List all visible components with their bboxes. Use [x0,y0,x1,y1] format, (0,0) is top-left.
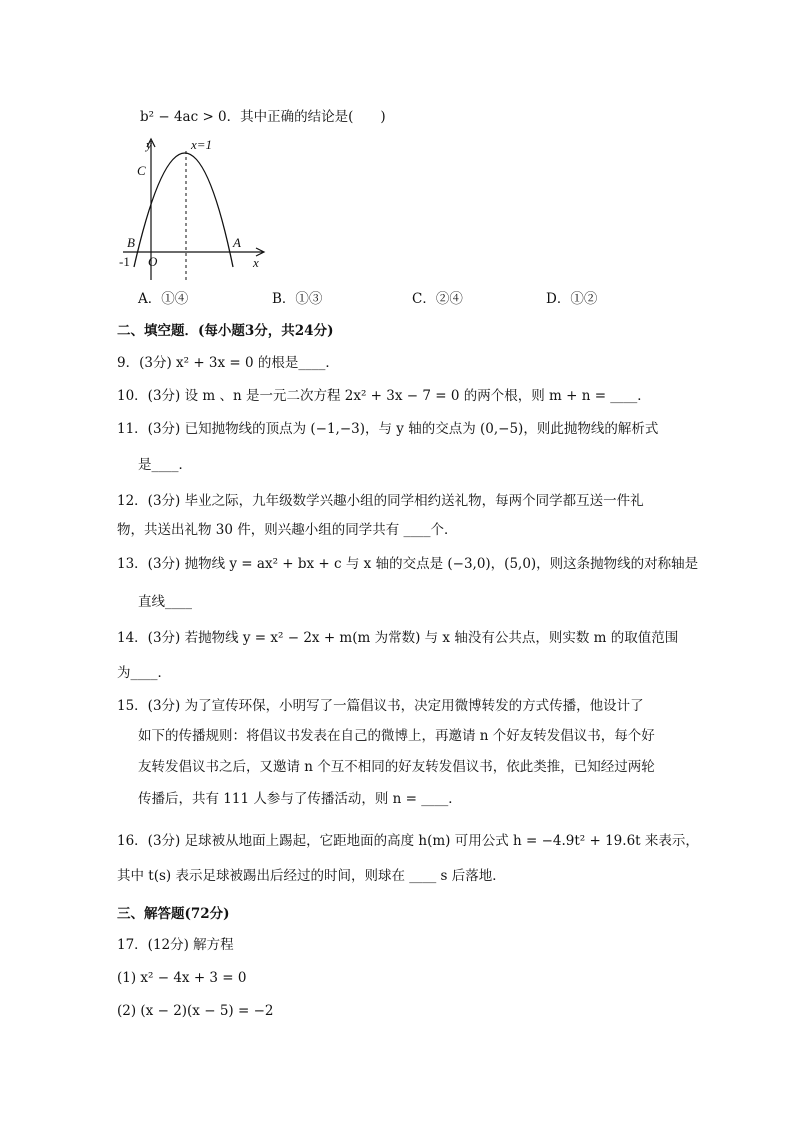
q17-stem: 17．(12分) 解方程 [117,937,234,953]
y-axis-label: y [146,137,152,152]
choice-d: D．①② [546,291,598,307]
q15-line1: 15．(3分) 为了宣传环保，小明写了一篇倡议书，决定用微博转发的方式传播，他设计了 [117,698,644,714]
q17-part1: (1) x² − 4x + 3 = 0 [117,970,247,986]
section3-title: 三、解答题(72分) [117,906,230,922]
q11-line1: 11．(3分) 已知抛物线的顶点为 (−1,−3)，与 y 轴的交点为 (0,−5)，则此抛物线的解析式 [117,421,659,437]
symmetry-axis-label: x=1 [191,137,213,152]
q8-choices [138,289,597,309]
choice-a: A．①④ [138,291,189,307]
q16-line1: 16．(3分) 足球被从地面上踢起，它距地面的高度 h(m) 可用公式 h = −4.9t² + 19.6t 来表示， [117,833,699,849]
origin-label: O [148,254,158,269]
minus-one-label: -1 [119,254,130,269]
point-b-label: B [127,235,135,250]
q15-line4: 传播后，共有 111 人参与了传播活动，则 n = ____． [138,791,462,807]
q15-line3: 友转发倡议书之后，又邀请 n 个互不相同的好友转发倡议书，依此类推，已知经过两轮 [138,759,655,775]
q14-line1: 14．(3分) 若抛物线 y = x² − 2x + m(m 为常数) 与 x 轴没有公共点，则实数 m 的取值范围 [117,630,679,646]
q13-line2: 直线____ [138,594,192,610]
q9: 9．(3分) x² + 3x = 0 的根是____． [117,355,339,371]
q10: 10．(3分) 设 m 、n 是一元二次方程 2x² + 3x − 7 = 0 的两个根，则 m + n = ____． [117,388,651,404]
q8-condition-tail: b² − 4ac > 0．其中正确的结论是( ) [140,109,386,125]
parabola-graph [115,135,275,285]
q12-line2: 物，共送出礼物 30 件，则兴趣小组的同学共有 ____个． [117,522,458,538]
q11-line2: 是____． [138,457,192,473]
q16-line2: 其中 t(s) 表示足球被踢出后经过的时间，则球在 ____ s 后落地． [117,868,506,884]
parabola-curve [134,153,233,267]
point-a-label: A [233,235,241,250]
q13-line1: 13．(3分) 抛物线 y = ax² + bx + c 与 x 轴的交点是 (−3,0)，(5,0)，则这条抛物线的对称轴是 [117,556,699,572]
x-axis-label: x [253,255,259,270]
choice-c: C．②④ [412,291,463,307]
q17-part2: (2) (x − 2)(x − 5) = −2 [117,1003,274,1019]
choice-b: B．①③ [272,291,323,307]
q12-line1: 12．(3分) 毕业之际，九年级数学兴趣小组的同学相约送礼物，每两个同学都互送一件礼 [117,493,644,509]
q14-line2: 为____． [117,665,171,681]
section2-title: 二、填空题．(每小题3分，共24分) [117,323,334,339]
q15-line2: 如下的传播规则：将倡议书发表在自己的微博上，再邀请 n 个好友转发倡议书，每个好 [138,728,655,744]
point-c-label: C [137,163,146,178]
